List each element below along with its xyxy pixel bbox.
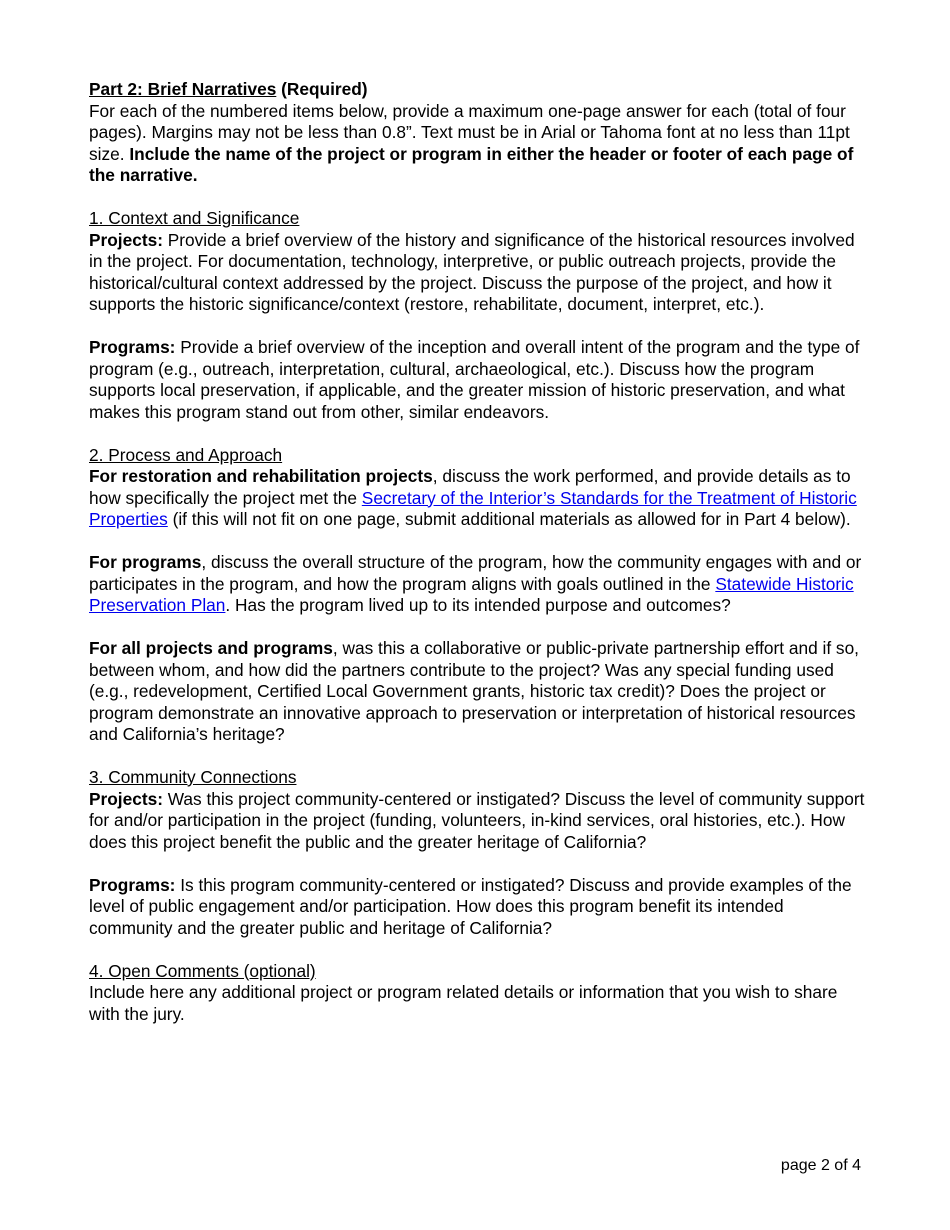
section3-heading: 3. Community Connections — [89, 767, 297, 787]
part2-intro — [89, 101, 869, 187]
section2-restoration-text-a: , discuss the work performed, and provide details as to how specifically the project met the — [89, 466, 851, 508]
section3-programs-label: Programs: — [89, 874, 176, 895]
section1-projects-label: Projects: — [89, 229, 163, 250]
section2-heading: 2. Process and Approach — [89, 444, 283, 465]
section2-programs-text-b: . Has the program lived up to its intended purpose and outcomes? — [225, 595, 731, 615]
section1-programs-text: Provide a brief overview of the inception and overall intent of the program and the type of program (e.g., outreach, interpretation, cultural, archaeological, etc.). Discuss how the program supports local preservation, if applicable, and the greater mission of historic preservation, and what makes this program stand out from other, similar endeavors. — [89, 337, 860, 422]
section2-restoration-text-b: (if this will not fit on one page, submit additional materials as allowed for in Part 4 below). — [167, 509, 851, 529]
section3-projects-label: Projects: — [89, 788, 163, 809]
section2-restoration-paragraph — [89, 466, 869, 531]
section3-projects-paragraph — [89, 789, 869, 854]
section1-projects-text: Provide a brief overview of the history and significance of the historical resources involved in the project. For documentation, technology, interpretive, or public outreach projects, provide the historical/cultural context addressed by the project. Discuss the purpose of the project, and how it supports the historic significance/context (restore, rehabilitate, document, interpret, etc.). — [89, 229, 855, 314]
section2-all-text: , was this a collaborative or public-private partnership effort and if so, between whom, and how did the partners contribute to the project? Was any special funding used (e.g., redevelopment, Certified Local Government grants, historic tax credit)? Does the project or program demonstrate an innovative approach to preservation or interpretation of historical resources and California’s heritage? — [89, 638, 859, 744]
secretary-standards-link[interactable]: Secretary of the Interior’s Standards for the Treatment of Historic Properties — [89, 487, 857, 529]
part2-title: Part 2: Brief Narratives — [89, 79, 277, 99]
part2-intro-bold: Include the name of the project or program in either the header or footer of each page of the narrative. — [89, 143, 854, 185]
section3-programs-paragraph — [89, 875, 869, 940]
document-page — [89, 79, 869, 1025]
section1-programs-label: Programs: — [89, 337, 176, 357]
section1-programs-paragraph — [89, 337, 869, 423]
section2-all-paragraph — [89, 638, 869, 746]
section2-programs-label: For programs — [89, 552, 202, 572]
section3-projects-text: Was this project community-centered or instigated? Discuss the level of community support for and/or participation in the project (funding, volunteers, in-kind services, oral histories, etc.). How does this project benefit the public and the greater heritage of California? — [89, 788, 865, 852]
part2-required: (Required) — [276, 79, 368, 99]
section2-all-label: For all projects and programs — [89, 638, 333, 658]
section4-heading: 4. Open Comments (optional) — [89, 960, 316, 981]
section4-text: Include here any additional project or program related details or information that you wish to share with the jury. — [89, 982, 838, 1024]
page-number: page 2 of 4 — [780, 1157, 861, 1174]
section3-programs-text: Is this program community-centered or instigated? Discuss and provide examples of the level of public engagement and/or participation. How does this program benefit its intended community and the greater public and heritage of California? — [89, 874, 852, 938]
part2-intro-text: For each of the numbered items below, provide a maximum one-page answer for each (total of four pages). Margins may not be less than 0.8”. Text must be in Arial or Tahoma font at no less than 11pt size. — [89, 100, 850, 164]
section2-programs-paragraph — [89, 552, 869, 617]
section1-heading: 1. Context and Significance — [89, 208, 300, 228]
section1-projects-paragraph — [89, 230, 869, 316]
part2-heading-line — [89, 79, 869, 101]
section2-programs-text-a: , discuss the overall structure of the program, how the community engages with and or participates in the program, and how the program aligns with goals outlined in the — [89, 552, 862, 594]
section2-restoration-label: For restoration and rehabilitation projects — [89, 466, 433, 486]
statewide-plan-link[interactable]: Statewide Historic Preservation Plan — [89, 573, 854, 615]
